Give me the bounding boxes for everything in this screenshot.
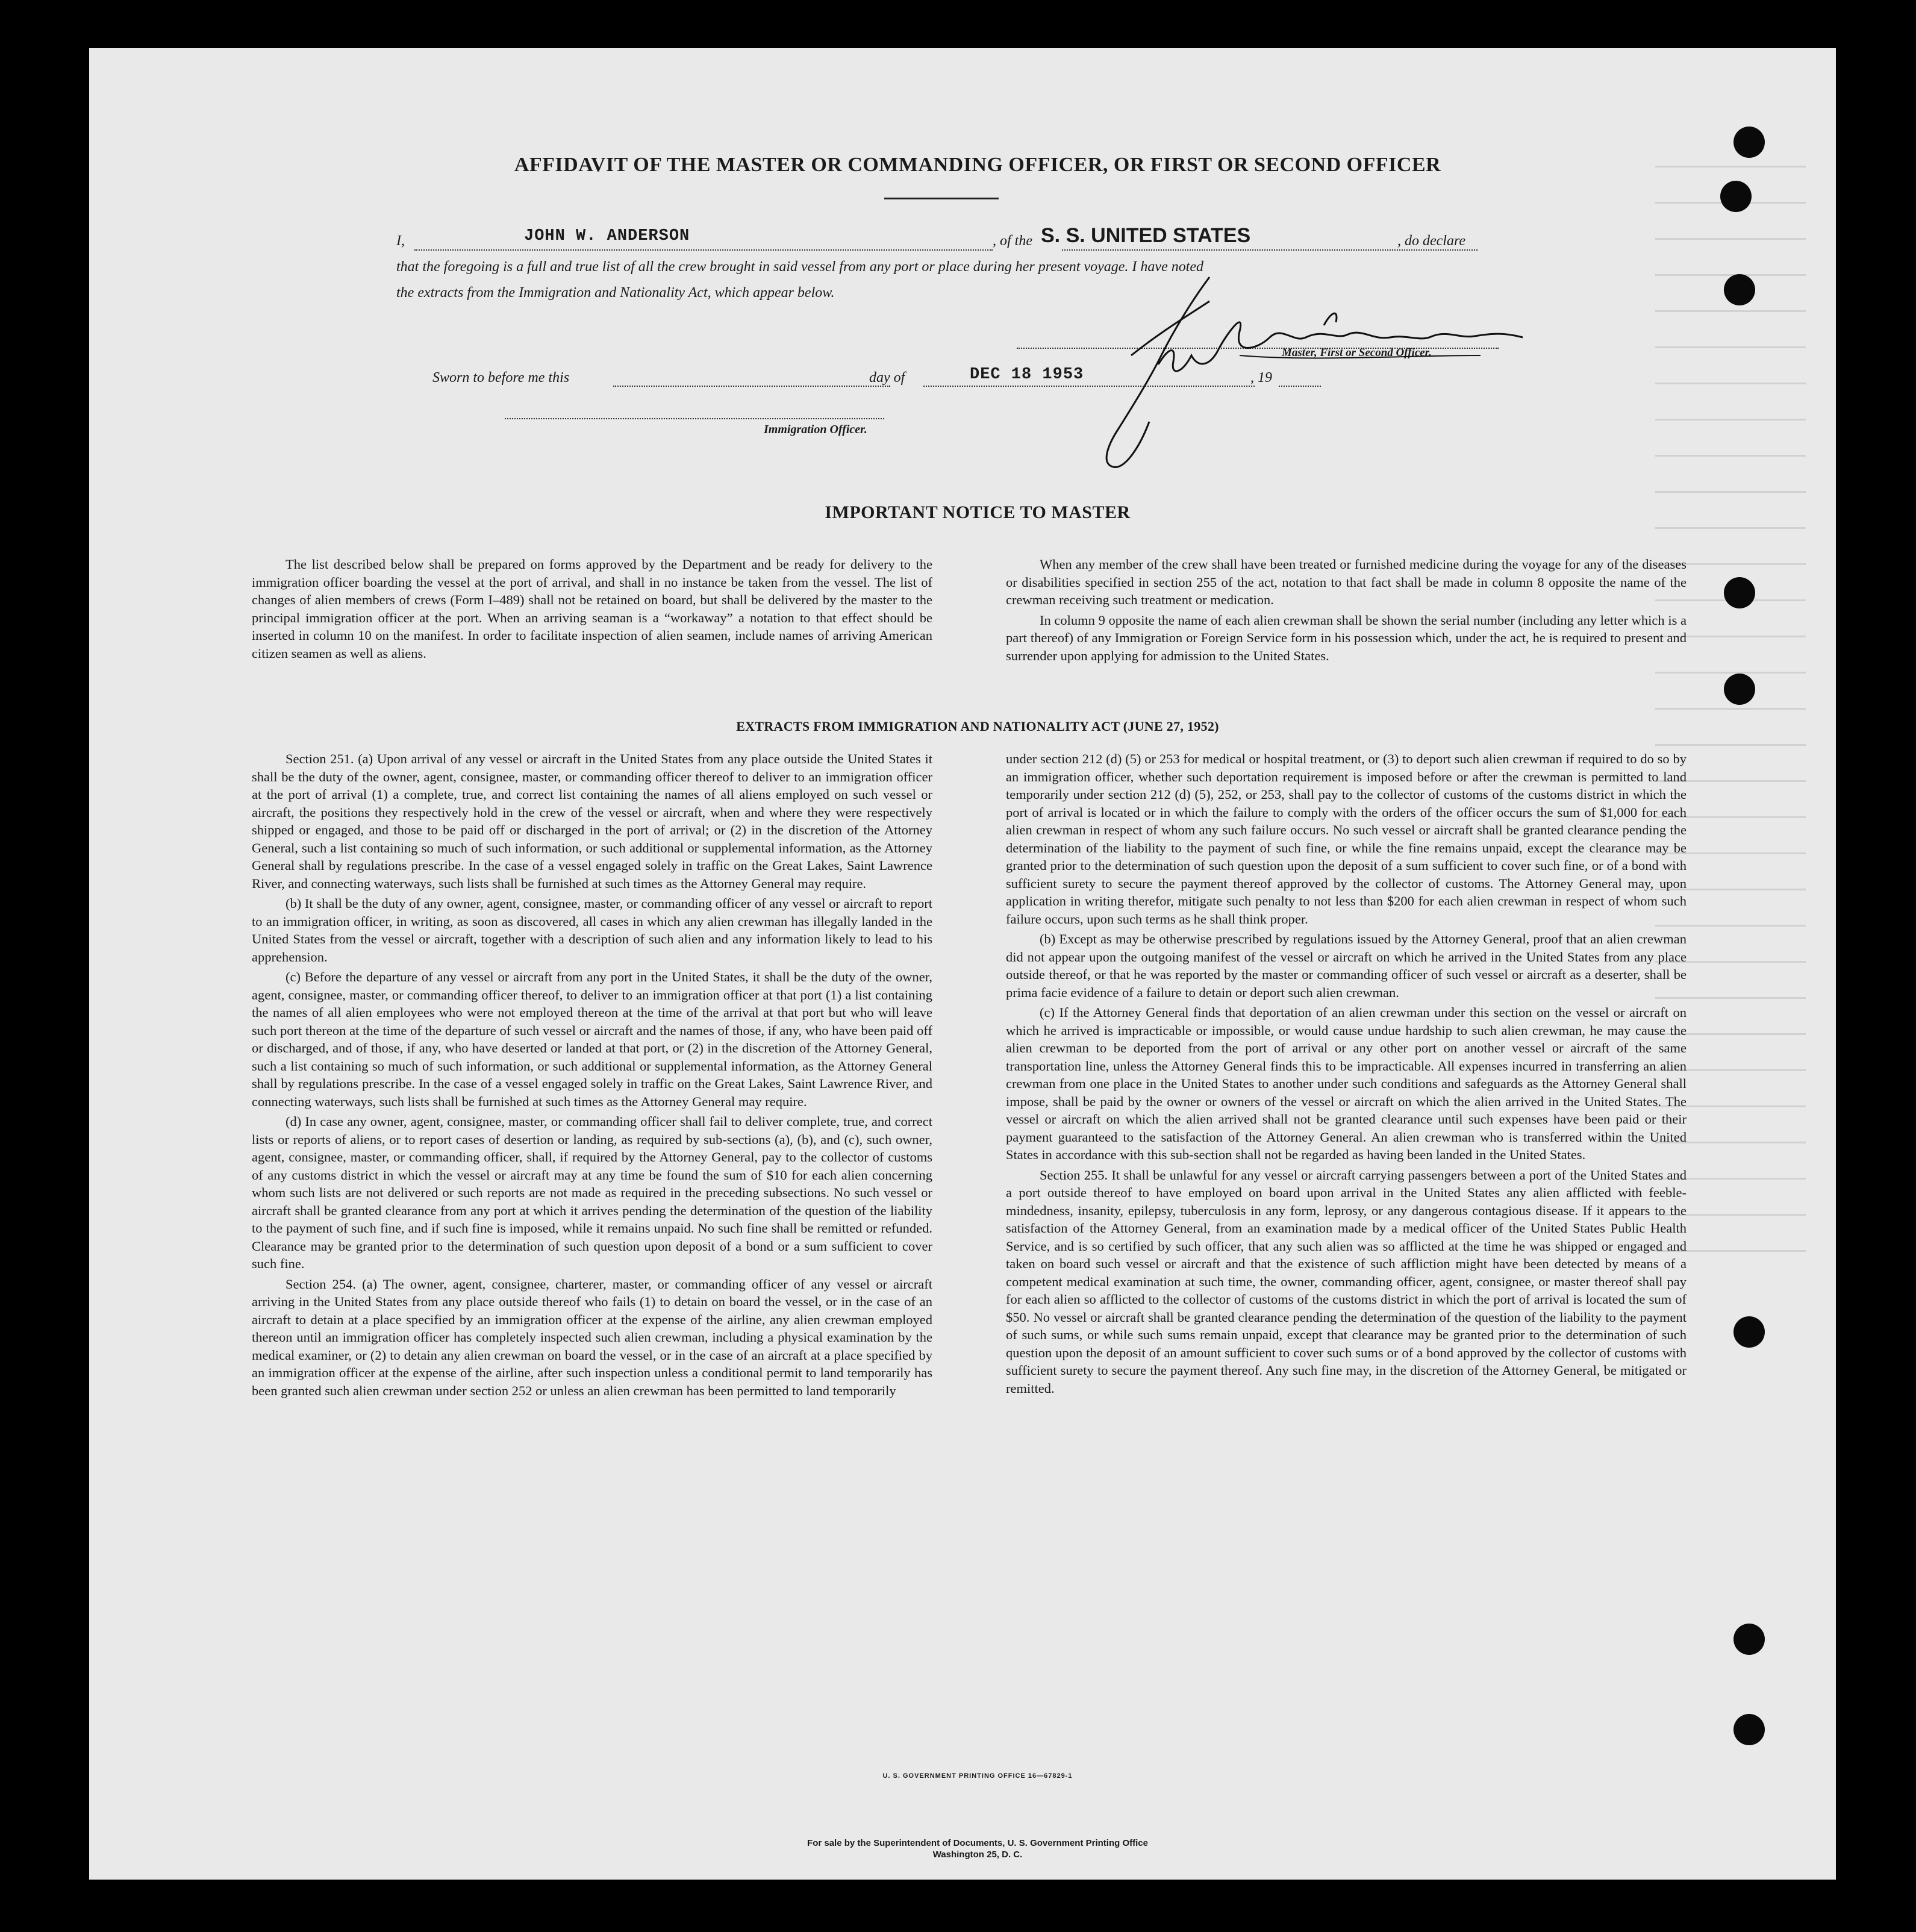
notice-left-paragraph: The list described below shall be prepared on forms approved by the Department and be ready for delivery to the immigration officer boarding the vessel at the port of arrival, and shall in no instance be taken from the vessel. The list of changes of alien members of crews (Form I–489) shall not be retained on board, but shall be delivered by the master to the principal immigration officer at the port. When an arriving seaman is a “workaway” a notation to that effect should be inserted in column 10 on the manifest. In order to facilitate inspection of alien seamen, include names of arriving American citizen seamen as well as aliens. (252, 557, 932, 661)
section-254-c: (c) If the Attorney General finds that deportation of an alien crewman under this section on the vessel or aircraft on which he arrived is impracticable or impossible, or would cause undue hardship to such alien crewman, he may cause the alien crewman to be deported from the port of arrival or any other port on another vessel or aircraft of the same transportation line, unless the Attorney General finds this to be impracticable. All expenses incurred in transferring an alien crewman from one place in the United States to another under such conditions and safeguards as the Attorney General shall impose, shall be paid by the owner or owners of the vessel or aircraft on which the alien arrived in the United States. The vessel or aircraft on which the alien arrived shall not be granted clearance until such expenses have been paid or their payment guaranteed to the satisfaction of the Attorney General. An alien crewman who is transferred within the United States in accordance with this sub-section shall not be regarded as having been landed in the United States. (1006, 1005, 1687, 1162)
document-page (89, 48, 1836, 1880)
immigration-officer-label: Immigration Officer. (764, 423, 867, 436)
do-declare-label: , do declare (1397, 233, 1466, 249)
immigration-officer-line (505, 418, 884, 419)
punch-hole (1724, 274, 1755, 305)
affidavit-title: AFFIDAVIT OF THE MASTER OR COMMANDING OFFICER, OR FIRST OR SECOND OFFICER (514, 154, 1441, 176)
vessel-line (1062, 249, 1478, 251)
signature-caption: Master, First or Second Officer. (1282, 346, 1432, 359)
punch-hole (1733, 1316, 1765, 1348)
sworn-label: Sworn to before me this (432, 370, 570, 386)
declaration-line-1: that the foregoing is a full and true list of all the crew brought in said vessel from any port or place during her present voyage. I have noted (396, 259, 1204, 275)
section-254-a-continued: under section 212 (d) (5) or 253 for medical or hospital treatment, or (3) to deport such alien crewman if required to do so by an immigration officer, whether such deportation requirement is imposed before or after the crewman is permitted to land temporarily under section 212 (d) (5), 252, or 253, shall pay to the collector of customs of the customs district in which the port of arrival is located or in which the failure to comply with the orders of the officer occurs the sum of $1,000 for each alien crewman in respect of whom any such failure occurs. No such vessel or aircraft shall be granted clearance pending the determination of the liability to the payment of such fine, or while the fine remains unpaid, except the clearance may be granted prior to the determination of such question upon the deposit of a sum sufficient to cover such fine, or of a bond with sufficient surety to secure the payment thereof approved by the collector of customs. The Attorney General may, upon application in writing therefor, mitigate such penalty to not less than $200 for each alien crewman in respect of whom such failure occurs, upon such terms as he shall think proper. (1006, 751, 1687, 927)
sworn-year-line (1279, 386, 1321, 387)
footer-line-1: For sale by the Superintendent of Documents, U. S. Government Printing Office (807, 1838, 1148, 1848)
section-251-b: (b) It shall be the duty of any owner, agent, consignee, master, or commanding officer of any vessel or aircraft to report to an immigration officer, in writing, as soon as discovered, all cases in which any alien crewman has illegally landed in the United States from the vessel or aircraft, together with a description of such alien and any information likely to lead to his apprehension. (252, 896, 932, 964)
extracts-right-column (1006, 750, 1687, 1399)
section-255: Section 255. It shall be unlawful for any vessel or aircraft carrying passengers between a port of the United States and a port outside thereof to have employed on board upon arrival in the United States any alien afflicted with feeble-mindedness, insanity, epilepsy, tuberculosis in any form, leprosy, or any dangerous contagious disease. If it appears to the satisfaction of the Attorney General, from an examination made by a medical officer of the United States Public Health Service, and is so certified by such officer, that any such alien was so afflicted at the time he was shipped or engaged and taken on board such vessel or aircraft and that the existence of such affliction might have been detected by means of a competent medical examination at such time, the owner, commanding officer, agent, consignee, or master thereof shall pay for each alien so afflicted to the collector of customs of the customs district in which the port of arrival is located the sum of $50. No vessel or aircraft shall be granted clearance pending the determination of the question of the liability to the payment of such sums, or while such sums remain unpaid, except that clearance may be granted prior to the determination of such question upon the deposit of an amount sufficient to cover such sums or of a bond approved by the collector of customs with sufficient surety to secure the payment thereof. Any such fine may, in the discretion of the Attorney General, be mitigated or remitted. (1006, 1167, 1687, 1396)
declaration-line-2: the extracts from the Immigration and Nationality Act, which appear below. (396, 285, 835, 301)
section-254-b: (b) Except as may be otherwise prescribed by regulations issued by the Attorney General, proof that an alien crewman did not appear upon the outgoing manifest of the vessel or aircraft on which he arrived in the United States from any place outside thereof, or that he was reported by the master or commanding officer of such vessel or aircraft as a deserter, shall be prima facie evidence of a failure to detain or deport such alien crewman. (1006, 931, 1687, 1000)
footer-line-2: Washington 25, D. C. (932, 1849, 1023, 1860)
officer-name: JOHN W. ANDERSON (524, 227, 690, 245)
vessel-name: S. S. UNITED STATES (1041, 224, 1251, 247)
i-label: I, (396, 233, 405, 249)
notice-right-paragraph-2: In column 9 opposite the name of each alien crewman shall be shown the serial number (including any letter which is a part thereof) of any Immigration or Foreign Service form in his possession which, under the act, he is required to present and surrender upon applying for admission to the United States. (1006, 612, 1687, 663)
notice-right-paragraph-1: When any member of the crew shall have been treated or furnished medicine during the voyage for any of the diseases or disabilities specified in section 255 of the act, notation to that fact shall be made in column 8 opposite the name of the crewman receiving such treatment or medication. (1006, 557, 1687, 607)
year-label: , 19 (1250, 370, 1272, 386)
sworn-date: DEC 18 1953 (970, 366, 1084, 384)
punch-hole (1724, 577, 1755, 608)
notice-heading: IMPORTANT NOTICE TO MASTER (825, 502, 1131, 522)
section-254-a: Section 254. (a) The owner, agent, consignee, charterer, master, or commanding officer of any vessel or aircraft arriving in the United States from any place outside thereof who fails (1) to detain on board the vessel, or in the case of an aircraft to detain at a place specified by an immigration officer at the expense of the airline, any alien crewman employed thereon until an immigration officer has completely inspected such alien crewman, including a physical examination by the medical examiner, or (2) to detain any alien crewman on board the vessel, or in the case of an aircraft at a place specified by an immigration officer at the expense of the airline, after such inspection unless a conditional permit to land temporarily has been granted such alien crewman under section 252 or unless an alien crewman has been permitted to land temporarily (252, 1276, 932, 1398)
sworn-month-line (923, 386, 1255, 387)
day-of-label: day of (869, 370, 905, 386)
footer (607, 1837, 1348, 1860)
signature-image (1011, 265, 1613, 482)
punch-hole (1724, 674, 1755, 705)
extracts-left-column (252, 750, 932, 1402)
gpo-line: U. S. GOVERNMENT PRINTING OFFICE 16—67829-1 (882, 1772, 1073, 1780)
name-line (414, 249, 993, 251)
punch-hole (1733, 1624, 1765, 1655)
title-underline (884, 198, 999, 199)
sworn-day-line (613, 386, 890, 387)
section-251-c: (c) Before the departure of any vessel or aircraft from any port in the United States, it shall be the duty of the owner, agent, consignee, master, or commanding officer thereof, to deliver to an immigration officer at that port (1) a list containing the names of all alien employees who were not employed thereon at the time of the arrival at that port but who will leave such port thereon at the time of the departure of such vessel or aircraft and the names of those, if any, who have been paid off or discharged, and of those, if any, who have deserted or landed at that port, or (2) in the discretion of the Attorney General, such a list containing so much of such information, or such additional or supplemental information, as the Attorney General shall by regulations prescribe. In the case of a vessel engaged solely in traffic on the Great Lakes, Saint Lawrence River, and connecting waterways, such lists shall be furnished at such times as the Attorney General may require. (252, 969, 932, 1109)
section-251-d: (d) In case any owner, agent, consignee, master, or commanding officer shall fail to deliver complete, true, and correct lists or reports of aliens, or to report cases of desertion or landing, as required by sub-sections (a), (b), and (c), such owner, agent, consignee, master, or commanding officer, shall, if required by the Attorney General, pay to the collector of customs of any customs district in which the vessel or aircraft may at any time be found the sum of $10 for each alien concerning whom such lists are not delivered or such reports are not made as required in the preceding subsections. No such vessel or aircraft shall be granted clearance from any port at which it arrives pending the determination of the question of the liability to the payment of such fine, and if such fine is imposed, while it remains unpaid. No such fine shall be remitted or refunded. Clearance may be granted prior to the determination of such question upon deposit of a bond or a sum sufficient to cover such fine. (252, 1114, 932, 1271)
section-251-a: Section 251. (a) Upon arrival of any vessel or aircraft in the United States from any place outside the United States it shall be the duty of the owner, agent, consignee, master, or commanding officer thereof to deliver to an immigration officer at the port of arrival (1) a complete, true, and correct list containing the names of all aliens employed on such vessel or aircraft, the positions they respectively hold in the crew of the vessel or aircraft, when and where they were respectively shipped or engaged, and those to be paid off or discharged in the port of arrival; or (2) in the discretion of the Attorney General, such a list containing so much of such information, or such additional or supplemental information, as the Attorney General shall by regulations prescribe. In the case of a vessel engaged solely in traffic on the Great Lakes, Saint Lawrence River, and connecting waterways, such lists shall be furnished at such times as the Attorney General may require. (252, 751, 932, 891)
punch-hole (1720, 181, 1752, 212)
punch-hole (1733, 127, 1765, 158)
punch-hole (1733, 1714, 1765, 1745)
notice-right-column (1006, 555, 1687, 667)
notice-left-column (252, 555, 932, 664)
extracts-heading: EXTRACTS FROM IMMIGRATION AND NATIONALITY ACT (JUNE 27, 1952) (736, 719, 1219, 734)
of-the-label: , of the (993, 233, 1032, 249)
